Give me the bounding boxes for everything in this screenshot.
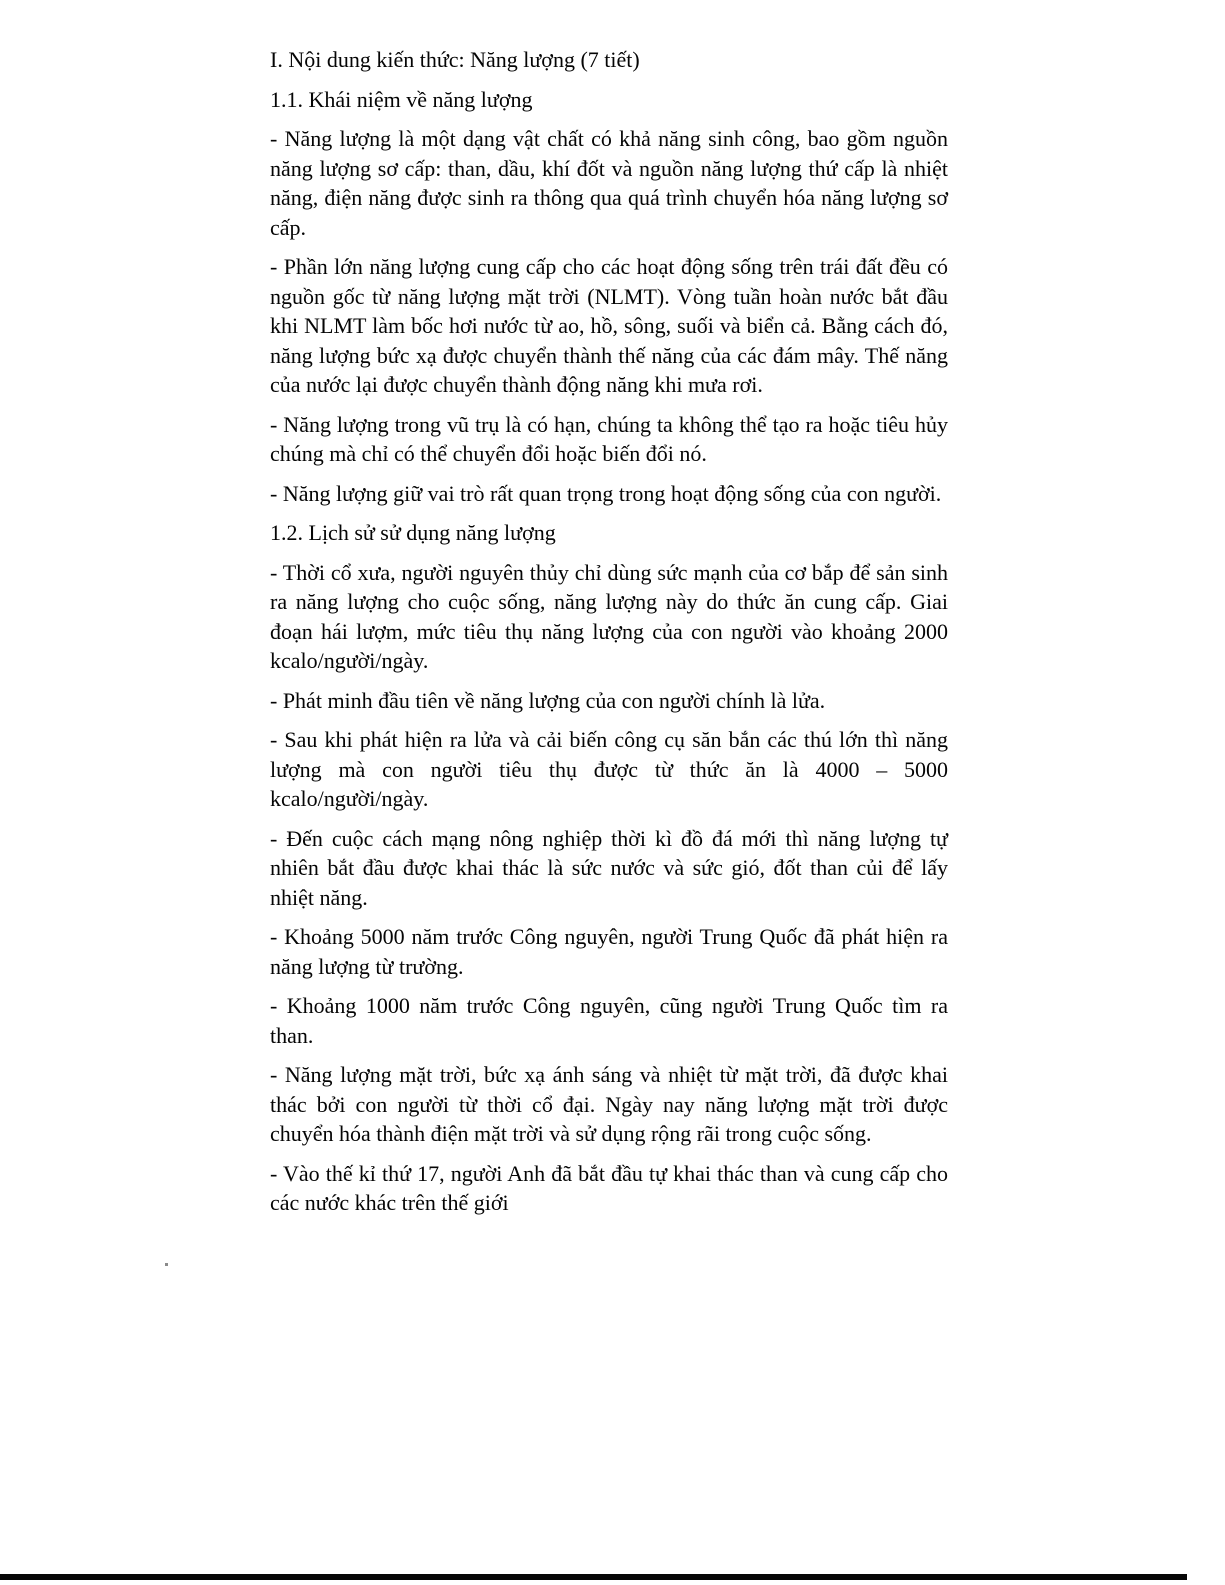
paragraph-solar-energy-use: - Năng lượng mặt trời, bức xạ ánh sáng và nhiệt từ mặt trời, đã được khai thác bởi con người từ thời cổ đại. Ngày nay năng lượng mặt trời được chuyển hóa thành điện mặt trời và sử dụng rộng rãi trong cuộc sống. [270, 1062, 948, 1146]
section-title-1-2: 1.2. Lịch sử sử dụng năng lượng [270, 520, 556, 545]
paragraph-energy-definition: - Năng lượng là một dạng vật chất có khả năng sinh công, bao gồm nguồn năng lượng sơ cấp: than, dầu, khí đốt và nguồn năng lượng thứ cấp là nhiệt năng, điện năng được sinh ra thông qua quá trình chuyển hóa năng lượng sơ cấp. [270, 126, 948, 240]
page-bottom-scan-line [0, 1574, 1187, 1580]
paragraph-british-coal-mining: - Vào thế kỉ thứ 17, người Anh đã bắt đầu tự khai thác than và cung cấp cho các nước khác trên thế giới [270, 1160, 948, 1215]
paragraph-hunting-energy: - Sau khi phát hiện ra lửa và cải biến công cụ săn bắn các thú lớn thì năng lượng mà con người tiêu thụ được từ thức ăn là 4000 – 5000 kcalo/người/ngày. [270, 727, 948, 811]
scan-speck-artifact [165, 1263, 168, 1266]
paragraph-coal-discovery: - Khoảng 1000 năm trước Công nguyên, cũng người Trung Quốc tìm ra than. [270, 993, 948, 1048]
paragraph-energy-role: - Năng lượng giữ vai trò rất quan trọng trong hoạt động sống của con người. [270, 480, 942, 506]
paragraph-fire-invention: - Phát minh đầu tiên về năng lượng của con người chính là lửa. [270, 687, 826, 713]
main-heading: I. Nội dung kiến thức: Năng lượng (7 tiết) [270, 47, 640, 72]
paragraph-solar-origin: - Phần lớn năng lượng cung cấp cho các hoạt động sống trên trái đất đều có nguồn gốc từ năng lượng mặt trời (NLMT). Vòng tuần hoàn nước bắt đầu khi NLMT làm bốc hơi nước từ ao, hồ, sông, suối và biển cả. Bằng cách đó, năng lượng bức xạ được chuyển thành thế năng của các đám mây. Thế năng của nước lại được chuyển thành động năng khi mưa rơi. [270, 254, 948, 397]
document-content [270, 45, 948, 1228]
paragraph-magnetism-discovery: - Khoảng 5000 năm trước Công nguyên, người Trung Quốc đã phát hiện ra năng lượng từ trường. [270, 924, 948, 979]
paragraph-agricultural-revolution: - Đến cuộc cách mạng nông nghiệp thời kì đồ đá mới thì năng lượng tự nhiên bắt đầu được khai thác là sức nước và sức gió, đốt than củi để lấy nhiệt năng. [270, 825, 948, 910]
section-title-1-1: 1.1. Khái niệm về năng lượng [270, 86, 533, 112]
paragraph-energy-conservation: - Năng lượng trong vũ trụ là có hạn, chúng ta không thể tạo ra hoặc tiêu hủy chúng mà chỉ có thể chuyển đổi hoặc biến đổi nó. [270, 411, 948, 466]
paragraph-ancient-times: - Thời cổ xưa, người nguyên thủy chỉ dùng sức mạnh của cơ bắp để sản sinh ra năng lượng cho cuộc sống, năng lượng này do thức ăn cung cấp. Giai đoạn hái lượm, mức tiêu thụ năng lượng của con người vào khoảng 2000 kcalo/người/ngày. [270, 559, 948, 673]
